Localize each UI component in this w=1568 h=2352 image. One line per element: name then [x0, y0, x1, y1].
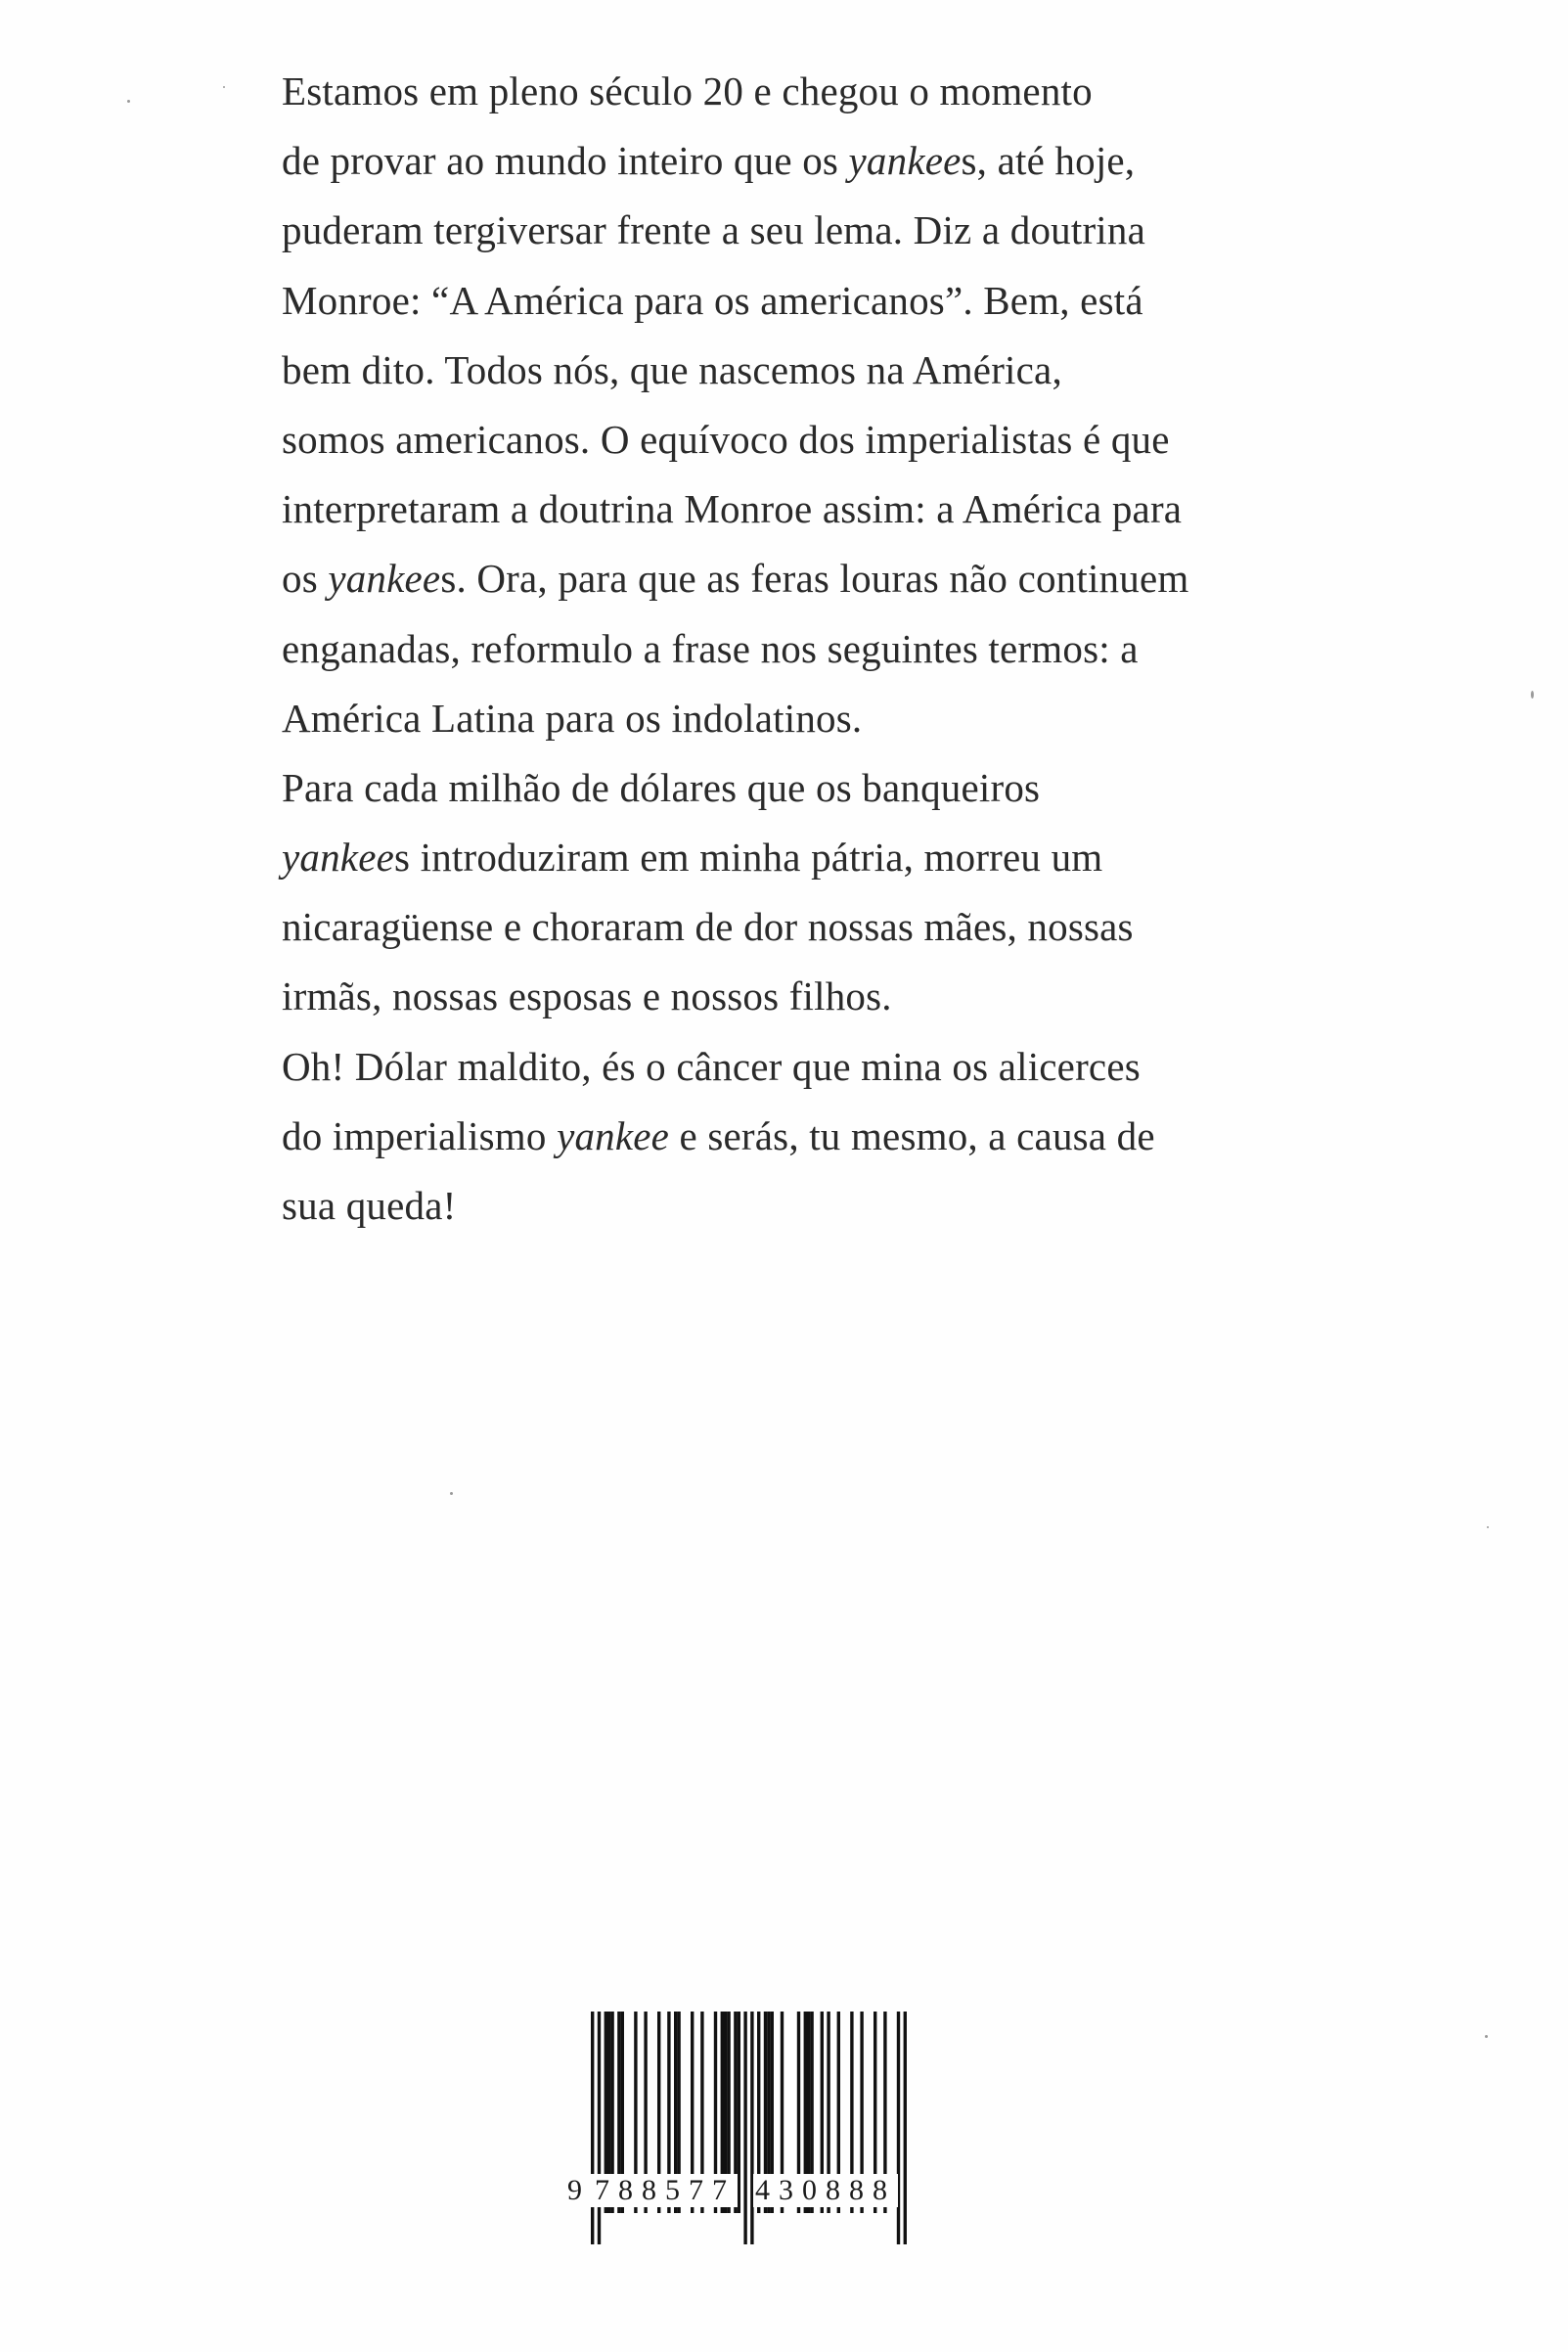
text-line: [282, 266, 1279, 336]
text-run: s introduziram em minha pátria, morreu um: [394, 835, 1103, 881]
text-line: [282, 196, 1279, 265]
paper-speck: [1487, 1526, 1489, 1528]
text-run: e serás, tu mesmo, a causa de: [669, 1112, 1155, 1158]
text-line: [282, 405, 1279, 475]
body-text: [282, 57, 1279, 1241]
text-line: [282, 614, 1279, 684]
isbn-digits-left: 788577: [595, 2174, 736, 2206]
text-line: [282, 1032, 1279, 1102]
text-line: [282, 475, 1279, 544]
text-run: do imperialismo: [282, 1112, 558, 1158]
text-line: [282, 544, 1279, 613]
italic-word: yankee: [848, 138, 962, 184]
text-line: [282, 962, 1279, 1031]
text-run: de provar ao mundo inteiro que os: [282, 138, 849, 184]
text-run: Oh! Dólar maldito, és o câncer que mina os alicerces: [282, 1043, 1141, 1089]
paper-speck: [450, 1492, 453, 1495]
text-run: interpretaram a doutrina Monroe assim: a América para: [282, 486, 1183, 532]
text-line: [282, 823, 1279, 892]
italic-word: yankee: [328, 556, 441, 602]
text-run: Estamos em pleno século 20 e chegou o momento: [282, 68, 1093, 113]
text-run: Monroe: “A América para os americanos”. Bem, está: [282, 277, 1143, 323]
italic-word: yankee: [282, 835, 394, 881]
text-run: bem dito. Todos nós, que nascemos na América,: [282, 346, 1062, 392]
text-run: s. Ora, para que as feras louras não continuem: [440, 556, 1189, 602]
paper-speck: [223, 86, 225, 88]
text-run: enganadas, reformulo a frase nos seguintes termos: a: [282, 625, 1139, 671]
text-line: [282, 1171, 1279, 1241]
text-run: os: [282, 556, 329, 602]
text-run: América Latina para os indolatinos.: [282, 695, 863, 741]
text-run: irmãs, nossas esposas e nossos filhos.: [282, 973, 892, 1019]
text-run: somos americanos. O equívoco dos imperialistas é que: [282, 416, 1170, 462]
text-run: puderam tergiversar frente a seu lema. Diz a doutrina: [282, 207, 1145, 253]
paper-speck: [1531, 691, 1534, 699]
text-line: [282, 126, 1279, 196]
isbn-digits: [563, 2174, 935, 2213]
paper-speck: [127, 100, 130, 103]
text-line: [282, 57, 1279, 126]
text-line: [282, 336, 1279, 405]
italic-word: yankee: [557, 1112, 670, 1158]
text-line: [282, 1102, 1279, 1171]
paper-speck: [1485, 2035, 1488, 2038]
text-run: sua queda!: [282, 1183, 457, 1228]
text-run: nicaragüense e choraram de dor nossas mães, nossas: [282, 904, 1134, 950]
text-run: s, até hoje,: [961, 138, 1136, 184]
isbn-digit-lead: 9: [567, 2174, 591, 2206]
text-line: [282, 892, 1279, 962]
text-line: [282, 684, 1279, 753]
isbn-digits-right: 430888: [755, 2174, 896, 2206]
text-line: [282, 753, 1279, 823]
text-run: Para cada milhão de dólares que os banqueiros: [282, 764, 1041, 810]
